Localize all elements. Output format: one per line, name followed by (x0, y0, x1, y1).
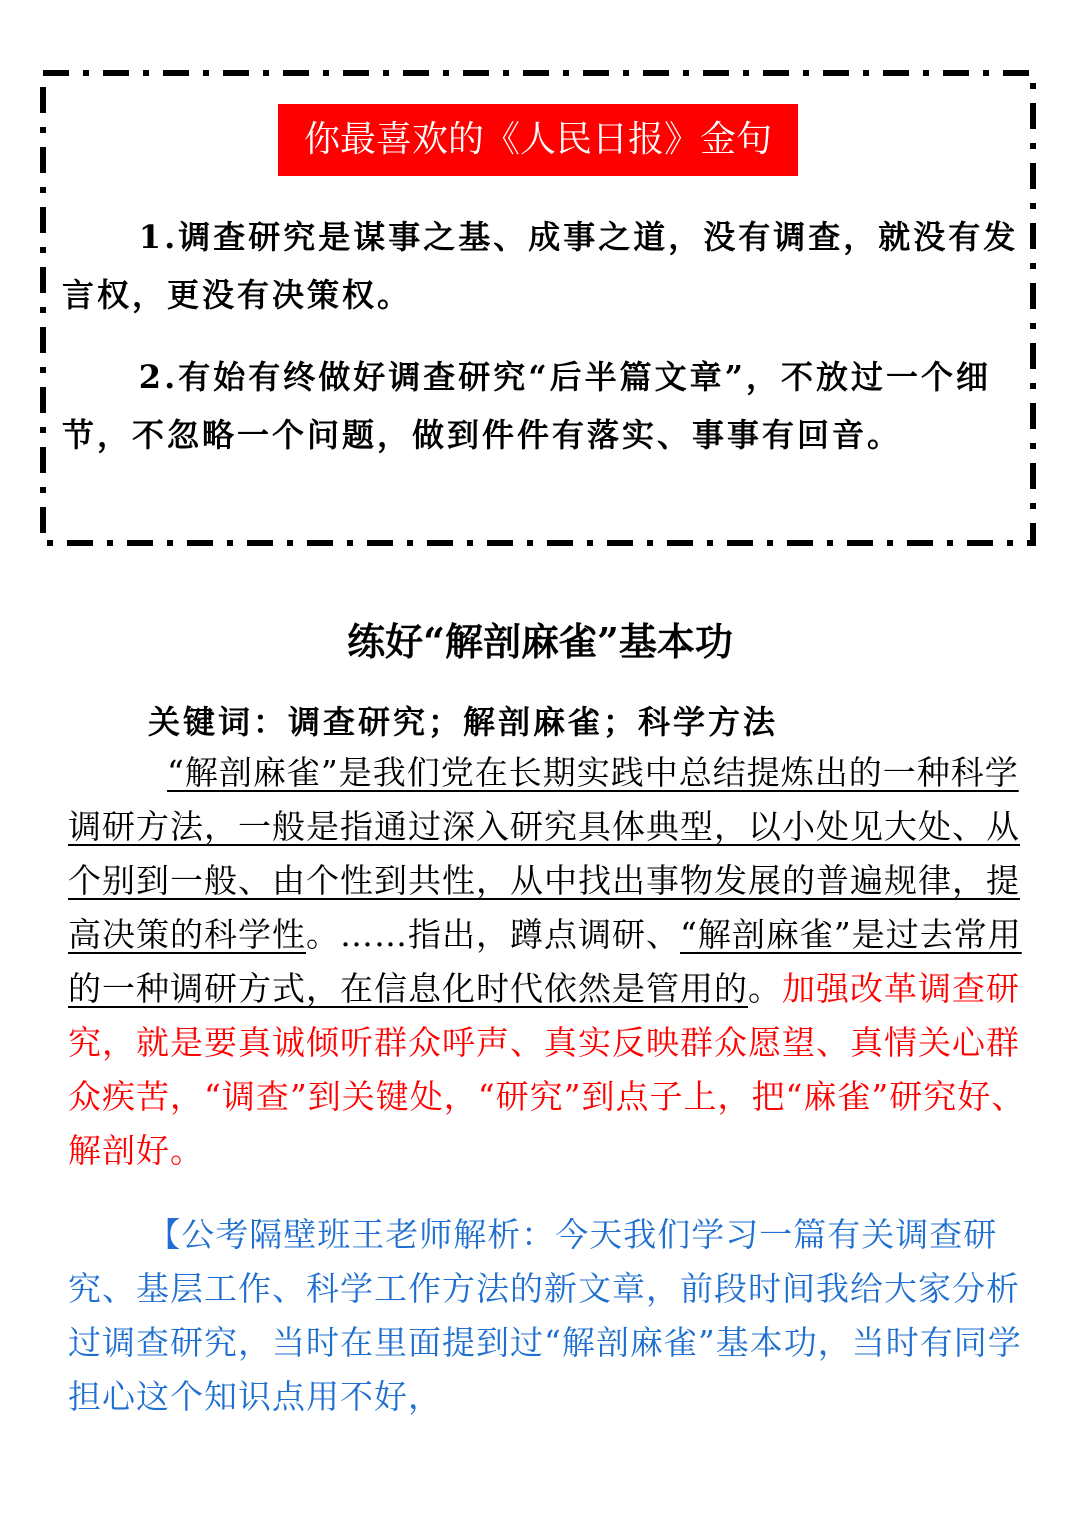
article-paragraph (68, 746, 1030, 1178)
plain-text-1: 。……指出，蹲点调研、 (306, 915, 680, 954)
underlined-text-2: “解剖麻雀”是过去常用的一种调研方式，在信息化时代依然是管用的 (68, 915, 1022, 1008)
quote-banner: 你最喜欢的《人民日报》金句 (278, 104, 798, 176)
quote-box (40, 70, 1036, 546)
red-emphasis-text: 加强改革调查研究，就是要真诚倾听群众呼声、真实反映群众愿望、真情关心群众疾苦，“调查”到关键处，“研究”到点子上，把“麻雀”研究好、解剖好。 (68, 969, 1026, 1170)
underlined-text-1: “解剖麻雀”是我们党在长期实践中总结提炼出的一种科学调研方法，一般是指通过深入研究具体典型，以小处见大处、从个别到一般、由个性到共性，从中找出事物发展的普遍规律，提高决策的科学性 (68, 753, 1020, 954)
article-title: 练好“解剖麻雀”基本功 (347, 619, 733, 664)
plain-text-2: 。 (748, 969, 782, 1008)
quote-item-1: 1.调查研究是谋事之基、成事之道，没有调查，就没有发言权，更没有决策权。 (62, 218, 1019, 314)
keywords-line: 关键词：调查研究；解剖麻雀；科学方法 (148, 703, 779, 741)
analysis-paragraph: 【公考隔壁班王老师解析：今天我们学习一篇有关调查研究、基层工作、科学工作方法的新文章，前段时间我给大家分析过调查研究，当时在里面提到过“解剖麻雀”基本功，当时有同学担心这个知识点用不好， (68, 1215, 1022, 1416)
quote-item-2: 2.有始有终做好调查研究“后半篇文章”，不放过一个细节，不忽略一个问题，做到件件有落实、事事有回音。 (62, 358, 992, 454)
